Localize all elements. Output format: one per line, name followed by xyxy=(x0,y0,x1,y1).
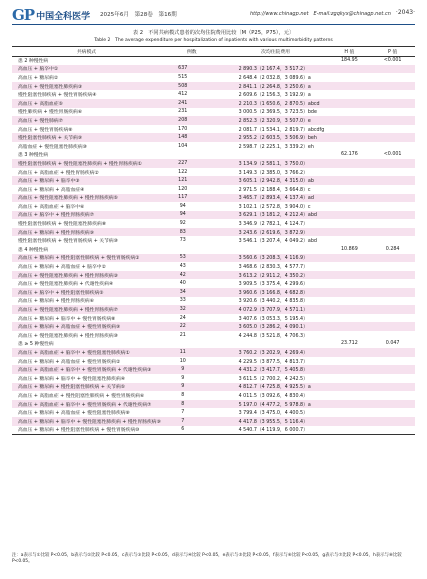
cell-p-value xyxy=(370,176,415,185)
cell-h-value: 184.95 xyxy=(340,58,358,64)
cell-h-value: 23.712 xyxy=(340,341,358,347)
cell-count xyxy=(161,151,223,160)
logo-mark: GP xyxy=(12,6,35,24)
cell-p-value xyxy=(370,348,415,357)
cost-table xyxy=(12,46,415,435)
cell-count: 170 xyxy=(178,126,188,132)
cell-count: 33 xyxy=(179,298,186,304)
header-rule xyxy=(12,24,415,25)
cell-pattern: 高血压 + 糖尿病 + 脑卒中 + 慢性阻塞性肺疾病 + 慢性胃肠疾病⑨ xyxy=(12,417,161,426)
cell-p-value xyxy=(370,73,415,82)
cell-count: 148 xyxy=(161,133,223,142)
table-row xyxy=(12,142,415,151)
cell-h-value xyxy=(329,383,371,392)
cell-pattern: 高血压 + 高脂血症 + 脑卒中 + 慢性阻塞性肺疾病① xyxy=(12,348,161,357)
cell-h-value: 10.869 xyxy=(340,246,358,252)
cell-p-value xyxy=(370,254,415,263)
cell-h-value xyxy=(329,194,371,203)
cell-pattern: 高血压 + 糖尿病② xyxy=(18,75,59,81)
cell-cost xyxy=(223,56,329,65)
cell-count: 6 xyxy=(161,426,223,435)
cell-p-value xyxy=(370,374,415,383)
cell-p-value xyxy=(370,159,415,168)
table-row xyxy=(12,116,415,125)
journal-name: 中国全科医学 xyxy=(36,11,91,22)
cell-h-value xyxy=(329,159,371,168)
cell-pattern: 慢性阻塞性肺疾病 + 慢性阻塞性肺疾病 + 慢性胃肠疾病① xyxy=(12,159,161,168)
table-row xyxy=(12,417,415,426)
cell-p-value xyxy=(370,331,415,340)
cell-cost xyxy=(223,245,329,254)
cell-count: 94 xyxy=(161,211,223,220)
cell-p-value xyxy=(370,90,415,99)
cell-count: 231 xyxy=(178,109,188,115)
cell-h-value xyxy=(329,125,371,134)
cell-h-value xyxy=(329,331,371,340)
cell-cost: 4 540.7（4 119.9，6 000.7） xyxy=(223,426,329,435)
cell-cost: 5 197.0（4 477.2，5 978.8）a xyxy=(223,400,329,409)
cell-h-value xyxy=(329,314,371,323)
table-footnote: 注：a表示与①比较 P<0.05，b表示与②比较 P<0.05，c表示与③比较 P<0.05，d表示与④比较 P<0.05，e表示与⑤比较 P<0.05，f表示与⑥比较 P<0.05，g表示与⑦比较 P<0.05，h表示与⑧比较 P<0.05。 xyxy=(12,553,402,564)
cell-h-value: 62.176 xyxy=(340,152,358,158)
table-row xyxy=(12,202,415,211)
cell-cost: 3 407.6（3 053.3，5 195.4） xyxy=(238,316,308,322)
table-row xyxy=(12,305,415,314)
cell-p-value xyxy=(370,133,415,142)
cell-cost xyxy=(223,340,329,349)
table-row xyxy=(12,99,415,108)
cell-p-value xyxy=(370,108,415,117)
cell-cost: 3 560.6（3 208.3，4 116.9） xyxy=(223,254,329,263)
table-row xyxy=(12,159,415,168)
cell-count: 117 xyxy=(161,194,223,203)
cell-p-value xyxy=(370,125,415,134)
cell-count: 92 xyxy=(179,221,186,227)
group-row xyxy=(12,340,415,349)
cell-pattern: 高血压 + 高脂血症 + 脑卒中⑥ xyxy=(18,204,85,210)
cell-cost xyxy=(223,151,329,160)
cell-count: 22 xyxy=(161,322,223,331)
table-title-cn: 表 2 不同共病模式患者的次均住院费用比较〔M（P25，P75），元〕 xyxy=(132,30,295,36)
cell-pattern: 高血压 + 糖尿病 + 高脂血症 + 慢性胃肠疾病⑨ xyxy=(12,322,161,331)
table-row xyxy=(12,271,415,280)
cell-cost: 3 960.6（3 166.8，4 682.8） xyxy=(223,288,329,297)
cell-h-value xyxy=(329,176,371,185)
table-row xyxy=(12,408,415,417)
cell-h-value xyxy=(329,262,371,271)
cell-count: 34 xyxy=(161,288,223,297)
table-row xyxy=(12,228,415,237)
table-row xyxy=(12,65,415,74)
cell-pattern: 高血压 + 糖尿病 + 高脂血症 + 慢性阻塞性肺疾病⑧ xyxy=(18,411,130,417)
cell-count: 32 xyxy=(161,305,223,314)
cell-h-value xyxy=(329,90,371,99)
cell-h-value xyxy=(329,211,371,220)
cell-h-value xyxy=(329,73,371,82)
cell-count: 515 xyxy=(178,74,188,80)
cell-count: 40 xyxy=(179,281,186,287)
table-row xyxy=(12,82,415,91)
cell-h-value xyxy=(329,365,371,374)
cell-cost: 3 760.2（3 202.9，4 269.4） xyxy=(223,348,329,357)
cell-h-value xyxy=(329,408,371,417)
col-header-cost: 次均住院费用 xyxy=(223,47,329,57)
cell-pattern: 高血压 + 高脂血症 + 慢性阻塞性肺疾病 + 慢性胃肠疾病⑥ xyxy=(18,393,145,399)
cell-pattern: 慢性阻塞性肺疾病 + 慢性胃肠疾病④ xyxy=(18,93,97,99)
cell-cost: 3 134.9（2 581.1，3 750.0） xyxy=(223,159,329,168)
cell-pattern: 患 ≥ 5 种慢性病 xyxy=(18,342,54,348)
cell-count: 24 xyxy=(179,315,186,321)
table-row xyxy=(12,194,415,203)
cell-cost: 2 971.5（2 188.4，3 664.8）c xyxy=(238,187,311,193)
cell-cost: 2 890.3（2 167.4，3 517.2） xyxy=(223,65,329,74)
cell-cost: 3 243.6（2 619.6，3 872.9） xyxy=(223,228,329,237)
cell-pattern: 高血压 + 糖尿病 + 慢性阻塞性肺疾病 + 慢性胃肠疾病① xyxy=(12,254,161,263)
cell-pattern: 高脂血症 + 慢性阻塞性肺疾病⑩ xyxy=(18,144,87,150)
group-row xyxy=(12,245,415,254)
cell-cost: 3 611.5（2 700.2，4 242.5） xyxy=(238,376,308,382)
cell-count: 412 xyxy=(178,92,188,98)
cell-cost: 4 011.5（3 092.6，4 830.4） xyxy=(238,393,308,399)
cell-h-value xyxy=(329,426,371,435)
col-header-h: H 值 xyxy=(329,47,371,57)
cell-h-value xyxy=(329,202,371,211)
cell-cost: 4 417.8（3 955.5，5 116.4） xyxy=(223,417,329,426)
cell-p-value xyxy=(370,228,415,237)
cell-pattern: 慢性肺疾病 + 慢性胃肠疾病⑥ xyxy=(18,110,83,116)
cell-pattern: 高血压 + 慢性阻塞性肺疾病 + 慢性胃肠疾病⑤ xyxy=(12,194,161,203)
cell-h-value xyxy=(329,400,371,409)
cell-cost: 3 468.6（2 830.3，4 577.7） xyxy=(238,265,308,271)
table-row xyxy=(12,365,415,374)
cell-pattern: 患 4 种慢性病 xyxy=(18,247,49,253)
cell-pattern: 高血压 + 糖尿病 + 慢性阻塞性肺疾病 + 慢性胃肠疾病⑩ xyxy=(12,426,161,435)
cell-pattern: 高血压 + 糖尿病 + 脑卒中 + 慢性阻塞性肺疾病④ xyxy=(18,376,126,382)
table-row xyxy=(12,279,415,288)
table-row xyxy=(12,133,415,142)
cell-h-value xyxy=(329,254,371,263)
cell-cost: 3 920.6（3 440.2，4 835.8） xyxy=(238,299,308,305)
cell-p-value xyxy=(370,357,415,366)
table-row xyxy=(12,374,415,383)
table-row xyxy=(12,348,415,357)
group-row xyxy=(12,151,415,160)
cell-p-value xyxy=(370,194,415,203)
table-row xyxy=(12,125,415,134)
table-row xyxy=(12,262,415,271)
cell-count: 42 xyxy=(161,271,223,280)
cell-count: 121 xyxy=(161,176,223,185)
cell-cost: 3 799.4（3 475.0，4 400.5） xyxy=(238,411,308,417)
cell-pattern: 高血压 + 脑卒中 + 慢性阻塞性肺疾病⑤ xyxy=(12,288,161,297)
cell-p-value: <0.001 xyxy=(383,58,402,64)
table-row xyxy=(12,314,415,323)
cell-count: 104 xyxy=(178,143,188,149)
cell-count: 53 xyxy=(161,254,223,263)
table-row xyxy=(12,108,415,117)
cell-h-value xyxy=(329,82,371,91)
cell-pattern: 高血压 + 高脂血症⑤ xyxy=(12,99,161,108)
cell-cost: 3 149.3（2 385.0，3 766.2） xyxy=(238,170,308,176)
table-row xyxy=(12,297,415,306)
cell-h-value xyxy=(329,322,371,331)
cell-p-value xyxy=(370,305,415,314)
cell-p-value xyxy=(370,408,415,417)
cell-count: 73 xyxy=(179,238,186,244)
cell-pattern: 高血压 + 糖尿病 + 脑卒中③ xyxy=(12,176,161,185)
table-row xyxy=(12,73,415,82)
cell-p-value xyxy=(370,400,415,409)
cell-h-value xyxy=(329,219,371,228)
cell-cost: 3 102.1（2 572.8，3 904.0）c xyxy=(238,204,311,210)
cell-p-value: 0.047 xyxy=(385,341,400,347)
cell-pattern: 高血压 + 糖尿病 + 高脂血症④ xyxy=(18,187,85,193)
cell-cost: 2 648.4（2 032.8，3 089.6）a xyxy=(238,75,311,81)
cell-pattern: 高血压 + 糖尿病 + 慢性胃肠疾病⑨ xyxy=(12,228,161,237)
cell-h-value xyxy=(329,185,371,194)
cell-h-value xyxy=(329,348,371,357)
cell-count: 8 xyxy=(161,400,223,409)
cell-p-value xyxy=(370,383,415,392)
table-row xyxy=(12,322,415,331)
cell-pattern: 高血压 + 糖尿病 + 脑卒中 + 慢性胃肠疾病⑧ xyxy=(18,316,116,322)
cell-cost: 3 465.7（2 893.4，4 137.4）ad xyxy=(223,194,329,203)
cell-pattern: 高血压 + 高脂血症 + 脑卒中 + 慢性胃肠疾病 + 代谢性疾病③ xyxy=(12,365,161,374)
cell-count: 21 xyxy=(179,332,186,338)
cell-count: 241 xyxy=(161,99,223,108)
cell-count: 11 xyxy=(161,348,223,357)
cell-count xyxy=(161,340,223,349)
cell-cost: 3 000.5（2 369.5，3 723.5）bde xyxy=(238,110,317,116)
cell-cost: 3 546.1（3 207.4，4 049.2）abd xyxy=(238,239,317,245)
cell-count: 9 xyxy=(161,383,223,392)
cell-h-value xyxy=(329,305,371,314)
cell-count: 122 xyxy=(178,169,188,175)
cell-count: 10 xyxy=(179,358,186,364)
table-row xyxy=(12,426,415,435)
cell-p-value xyxy=(370,219,415,228)
cell-count: 7 xyxy=(181,410,185,416)
table-row xyxy=(12,168,415,177)
cell-h-value xyxy=(329,279,371,288)
cell-count: 208 xyxy=(161,116,223,125)
cell-pattern: 高血压 + 慢性阻塞性肺疾病 + 慢性胃肠疾病③ xyxy=(12,271,161,280)
cell-p-value xyxy=(370,391,415,400)
table-title-en: Table 2 The average expenditure per hospitalization of inpatients with various multimorbidity patterns xyxy=(94,38,333,43)
cell-h-value xyxy=(329,108,371,117)
cell-pattern: 高血压 + 慢性阻塞性肺疾病 + 代谢性疾病④ xyxy=(18,282,114,288)
cell-pattern: 高血压 + 脑卒中 + 慢性胃肠疾病⑦ xyxy=(12,211,161,220)
cell-pattern: 患 2 种慢性病 xyxy=(18,59,49,65)
cell-pattern: 慢性阻塞性肺疾病 + 慢性胃肠疾病 + 关节病⑩ xyxy=(18,239,118,245)
cell-pattern: 高血压 + 慢性阻塞性肺疾病 + 慢性胃肠疾病⑦ xyxy=(12,305,161,314)
cell-pattern: 高血压 + 糖尿病 + 慢性胃肠疾病⑥ xyxy=(18,299,95,305)
cell-h-value xyxy=(329,168,371,177)
cell-p-value xyxy=(370,168,415,177)
cell-p-value xyxy=(370,202,415,211)
cell-count: 9 xyxy=(181,375,185,381)
journal-logo xyxy=(12,6,90,24)
cell-cost: 2 081.7（1 534.1，2 819.7）abcdfg xyxy=(238,127,325,133)
cell-pattern: 高血压 + 慢性胃肠疾病⑧ xyxy=(18,127,73,133)
cell-cost: 3 605.1（2 942.8，4 315.0）ab xyxy=(223,176,329,185)
cell-p-value xyxy=(370,211,415,220)
group-row xyxy=(12,56,415,65)
col-header-p: P 值 xyxy=(370,47,415,57)
cell-p-value xyxy=(370,314,415,323)
page-number: ·2043· xyxy=(395,9,415,16)
cell-cost: 3 909.5（3 375.4，4 299.6） xyxy=(238,282,308,288)
cell-h-value xyxy=(329,288,371,297)
cell-h-value xyxy=(329,374,371,383)
cell-pattern: 高血压 + 糖尿病 + 慢性阻塞性肺疾病 + 关节病⑤ xyxy=(12,383,161,392)
table-row xyxy=(12,391,415,400)
cell-p-value: 0.284 xyxy=(385,246,400,252)
cell-cost: 4 431.2（3 417.7，5 405.8） xyxy=(223,365,329,374)
cell-pattern: 高血压 + 慢性阻塞性肺疾病 + 慢性胃肠疾病⑩ xyxy=(18,333,118,339)
cell-pattern: 患 3 种慢性病 xyxy=(18,153,49,159)
table-row xyxy=(12,90,415,99)
cell-cost: 3 629.1（3 181.2，4 212.4）abd xyxy=(223,211,329,220)
cell-h-value xyxy=(329,297,371,306)
cell-pattern: 高血压 + 慢性阻塞性肺疾病③ xyxy=(12,82,161,91)
cell-p-value xyxy=(370,322,415,331)
cell-h-value xyxy=(329,271,371,280)
cell-p-value xyxy=(370,116,415,125)
cell-cost: 2 841.1（2 264.8，3 250.6）a xyxy=(223,82,329,91)
cell-count: 637 xyxy=(161,65,223,74)
table-row xyxy=(12,176,415,185)
cell-h-value xyxy=(329,417,371,426)
issue-info: 2025年6月 第28卷 第16期 xyxy=(100,12,177,18)
cell-p-value xyxy=(370,185,415,194)
cell-count: 508 xyxy=(161,82,223,91)
table-row xyxy=(12,185,415,194)
cell-cost: 3 613.2（2 911.2，4 350.2） xyxy=(223,271,329,280)
table-header-row xyxy=(12,47,415,57)
cell-cost: 3 346.9（2 782.1，4 124.7） xyxy=(238,222,308,228)
col-header-count: 例数 xyxy=(161,47,223,57)
cell-pattern: 高血压 + 脑卒中① xyxy=(12,65,161,74)
cell-cost: 2 210.3（1 650.6，2 870.5）abcd xyxy=(223,99,329,108)
cell-count xyxy=(161,245,223,254)
col-header-pattern: 共病模式 xyxy=(12,47,161,57)
cell-p-value xyxy=(370,271,415,280)
cell-p-value xyxy=(370,82,415,91)
cell-p-value xyxy=(370,297,415,306)
journal-urls: http://www.chinagp.net E-mail:zgqkyx@chinagp.net.cn xyxy=(250,11,391,17)
cell-h-value xyxy=(329,65,371,74)
table-row xyxy=(12,236,415,245)
cell-pattern: 高血压 + 糖尿病 + 高脂血症 + 慢性胃肠疾病② xyxy=(18,359,121,365)
cell-pattern: 慢性阻塞性肺疾病 + 关节病⑨ xyxy=(12,133,161,142)
cell-p-value: <0.001 xyxy=(383,152,402,158)
cell-count: 83 xyxy=(161,228,223,237)
cell-cost: 4 244.8（3 521.8，4 706.3） xyxy=(238,333,308,339)
cell-p-value xyxy=(370,288,415,297)
table-row xyxy=(12,254,415,263)
cell-p-value xyxy=(370,262,415,271)
table-row xyxy=(12,357,415,366)
table-row xyxy=(12,288,415,297)
cell-p-value xyxy=(370,426,415,435)
page-header xyxy=(12,6,415,24)
cell-count: 120 xyxy=(178,186,188,192)
cell-h-value xyxy=(329,133,371,142)
cell-cost: 4 229.5（3 877.5，4 813.7） xyxy=(238,359,308,365)
cell-cost: 4 072.9（3 707.9，4 571.1） xyxy=(223,305,329,314)
cell-cost: 2 598.7（2 225.1，3 339.2）eh xyxy=(238,144,314,150)
cell-p-value xyxy=(370,99,415,108)
cell-count xyxy=(161,56,223,65)
table-body xyxy=(12,56,415,434)
cell-h-value xyxy=(329,391,371,400)
cell-count: 9 xyxy=(161,365,223,374)
table-row xyxy=(12,211,415,220)
cell-p-value xyxy=(370,236,415,245)
cell-count: 94 xyxy=(179,203,186,209)
cell-p-value xyxy=(370,365,415,374)
cell-h-value xyxy=(329,236,371,245)
table-row xyxy=(12,219,415,228)
cell-h-value xyxy=(329,357,371,366)
cell-cost: 4 812.7（4 725.8，4 925.5）a xyxy=(223,383,329,392)
cell-h-value xyxy=(329,228,371,237)
cell-cost: 2 609.6（2 156.3，3 192.9）a xyxy=(238,93,311,99)
cell-pattern: 高血压 + 高脂血症 + 慢性胃肠疾病② xyxy=(18,170,99,176)
cell-p-value xyxy=(370,65,415,74)
cell-p-value xyxy=(370,142,415,151)
cell-p-value xyxy=(370,279,415,288)
cell-h-value xyxy=(329,99,371,108)
cell-cost: 2 852.3（2 320.9，3 507.0）e xyxy=(223,116,329,125)
table-row xyxy=(12,400,415,409)
table-row xyxy=(12,331,415,340)
cell-cost: 2 955.2（2 603.5，3 506.9）beh xyxy=(223,133,329,142)
cell-count: 227 xyxy=(161,159,223,168)
cell-h-value xyxy=(329,116,371,125)
cell-count: 7 xyxy=(161,417,223,426)
cell-h-value xyxy=(329,142,371,151)
table-row xyxy=(12,383,415,392)
cell-pattern: 高血压 + 糖尿病 + 高脂血症 + 脑卒中② xyxy=(18,265,106,271)
cell-cost: 3 605.0（3 286.2，4 090.1） xyxy=(223,322,329,331)
cell-p-value xyxy=(370,417,415,426)
cell-count: 43 xyxy=(179,264,186,270)
cell-pattern: 慢性阻塞性肺疾病 + 慢性阻塞性肺疾病⑧ xyxy=(18,222,107,228)
cell-pattern: 高血压 + 慢性肺病⑦ xyxy=(12,116,161,125)
cell-count: 8 xyxy=(181,392,185,398)
cell-pattern: 高血压 + 高脂血症 + 脑卒中 + 慢性胃肠疾病 + 代谢性疾病⑦ xyxy=(12,400,161,409)
